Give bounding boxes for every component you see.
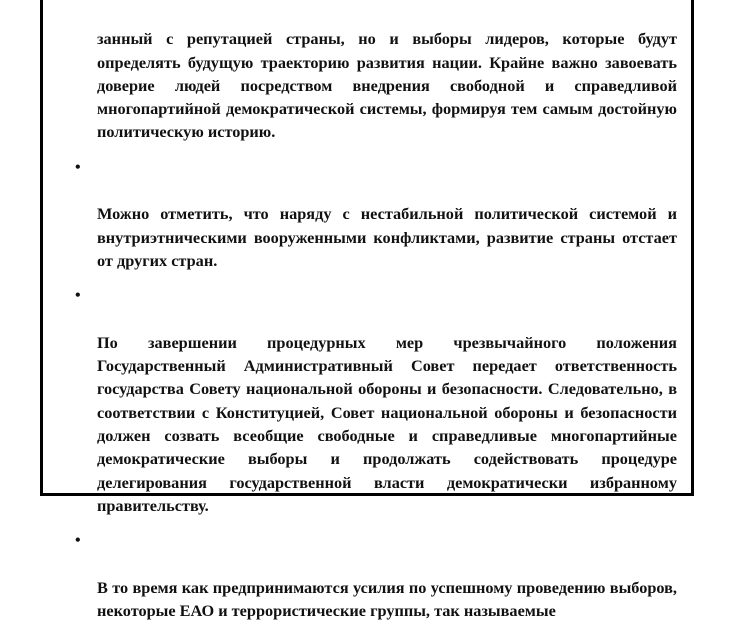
document-body	[75, 4, 677, 634]
bullet-icon: •	[75, 532, 81, 550]
paragraph-text: В то время как предпринимаются усилия по успешному проведению выборов, некоторые ЕАО и террористические группы, так называемые	[97, 577, 677, 621]
bullet-icon: •	[75, 158, 81, 176]
paragraph-text: занный с репутацией страны, но и выборы лидеров, которые будут определять будущую траекторию развития нации. Крайне важно завоевать доверие людей посредством внедрения свободной и справедливой многопартийной демократической системы, формируя тем самым достойную политическую историю.	[97, 29, 677, 142]
bullet-paragraph	[75, 529, 677, 622]
bullet-paragraph	[75, 156, 677, 272]
paragraph-text: По завершении процедурных мер чрезвычайного положения Государственный Административный Совет передает ответственность государства Совету национальной обороны и безопасности. Следовательно, в соответствии с Конституцией, Совет национальной обороны и безопасности должен созвать всеобщие свободные и справедливые многопартийные демократические выборы и продолжать содействовать процедуре делегирования государственной власти демократически избранному правительству.	[97, 332, 677, 515]
paragraph-text: Можно отметить, что наряду с нестабильной политической системой и внутриэтническими вооруженными конфликтами, развитие страны отстает от других стран.	[97, 204, 677, 270]
paragraph-continuation	[97, 4, 677, 144]
bullet-icon: •	[75, 287, 81, 305]
bullet-paragraph	[75, 284, 677, 517]
